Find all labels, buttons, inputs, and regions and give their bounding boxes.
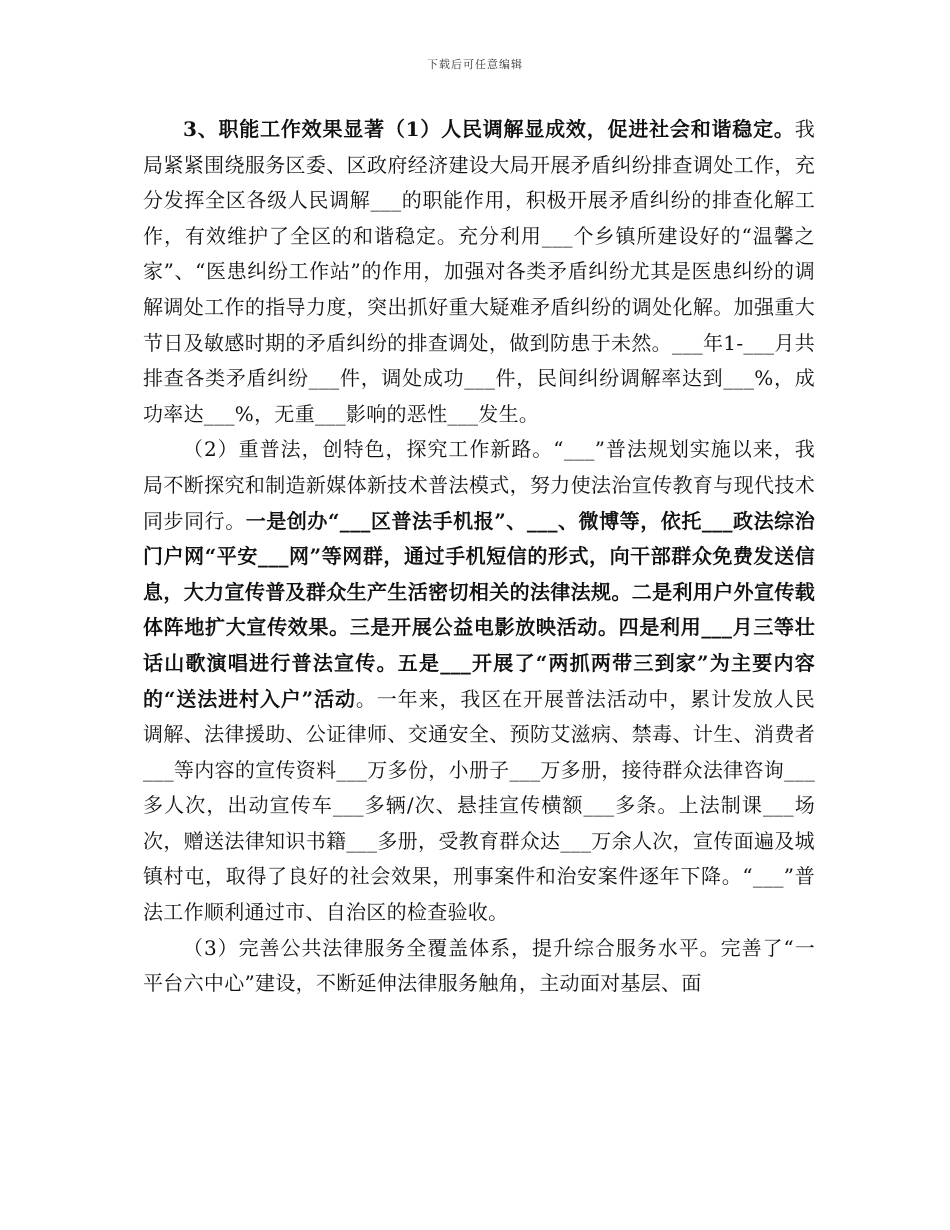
paragraph-section-3-1 — [143, 112, 815, 432]
section-heading: 3、职能工作效果显著（1）人民调解显成效，促进社会和谐稳定。 — [183, 117, 795, 141]
paragraph-2-intro: （2）重普法，创特色，探究工作新路。“___”普法规划实施以来，我局不断探究和制造新媒体新技术普法模式，努力使法治宣传教育与现代技术同步同行。 — [143, 437, 815, 533]
paragraph-section-3-2 — [143, 432, 815, 930]
document-body — [143, 112, 815, 1002]
paragraph-2-rest: 。一年来，我区在开展普法活动中，累计发放人民调解、法律援助、公证律师、交通安全、预防艾滋病、禁毒、计生、消费者___等内容的宣传资料___万多份，小册子___万多册，接待群众法律咨询___多人次，出动宣传车___多辆/次、悬挂宣传横额___多条。上法制课___场次，赠送法律知识书籍___多册，受教育群众达___万余人次，宣传面遍及城镇村屯，取得了良好的社会效果，刑事案件和治安案件逐年下降。“___”普法工作顺利通过市、自治区的检查验收。 — [143, 686, 815, 925]
paragraph-2-bold-text: 一是创办“___区普法手机报”、___、微博等，依托___政法综治门户网“平安___网”等网群，通过手机短信的形式，向干部群众免费发送信息，大力宣传普及群众生产生活密切相关的法律法规。二是利用户外宣传载体阵地扩大宣传效果。三是开展公益电影放映活动。四是利用___月三等壮话山歌演唱进行普法宣传。五是___开展了“两抓两带三到家”为主要内容的“送法进村入户”活动 — [143, 508, 815, 711]
paragraph-section-3-3 — [143, 931, 815, 1002]
paragraph-3-text: （3）完善公共法律服务全覆盖体系，提升综合服务水平。完善了“一平台六中心”建设，不断延伸法律服务触角，主动面对基层、面 — [143, 935, 815, 996]
paragraph-1-body: 我局紧紧围绕服务区委、区政府经济建设大局开展矛盾纠纷排查调处工作，充分发挥全区各级人民调解___的职能作用，积极开展矛盾纠纷的排查化解工作，有效维护了全区的和谐稳定。充分利用___个乡镇所建设好的“温馨之家”、“医患纠纷工作站”的作用，加强对各类矛盾纠纷尤其是医患纠纷的调解调处工作的指导力度，突出抓好重大疑难矛盾纠纷的调处化解。加强重大节日及敏感时期的矛盾纠纷的排查调处，做到防患于未然。___年1-___月共排查各类矛盾纠纷___件，调处成功___件，民间纠纷调解率达到___%，成功率达___%，无重___影响的恶性___发生。 — [143, 117, 815, 426]
page-header-note: 下载后可任意编辑 — [427, 58, 523, 71]
